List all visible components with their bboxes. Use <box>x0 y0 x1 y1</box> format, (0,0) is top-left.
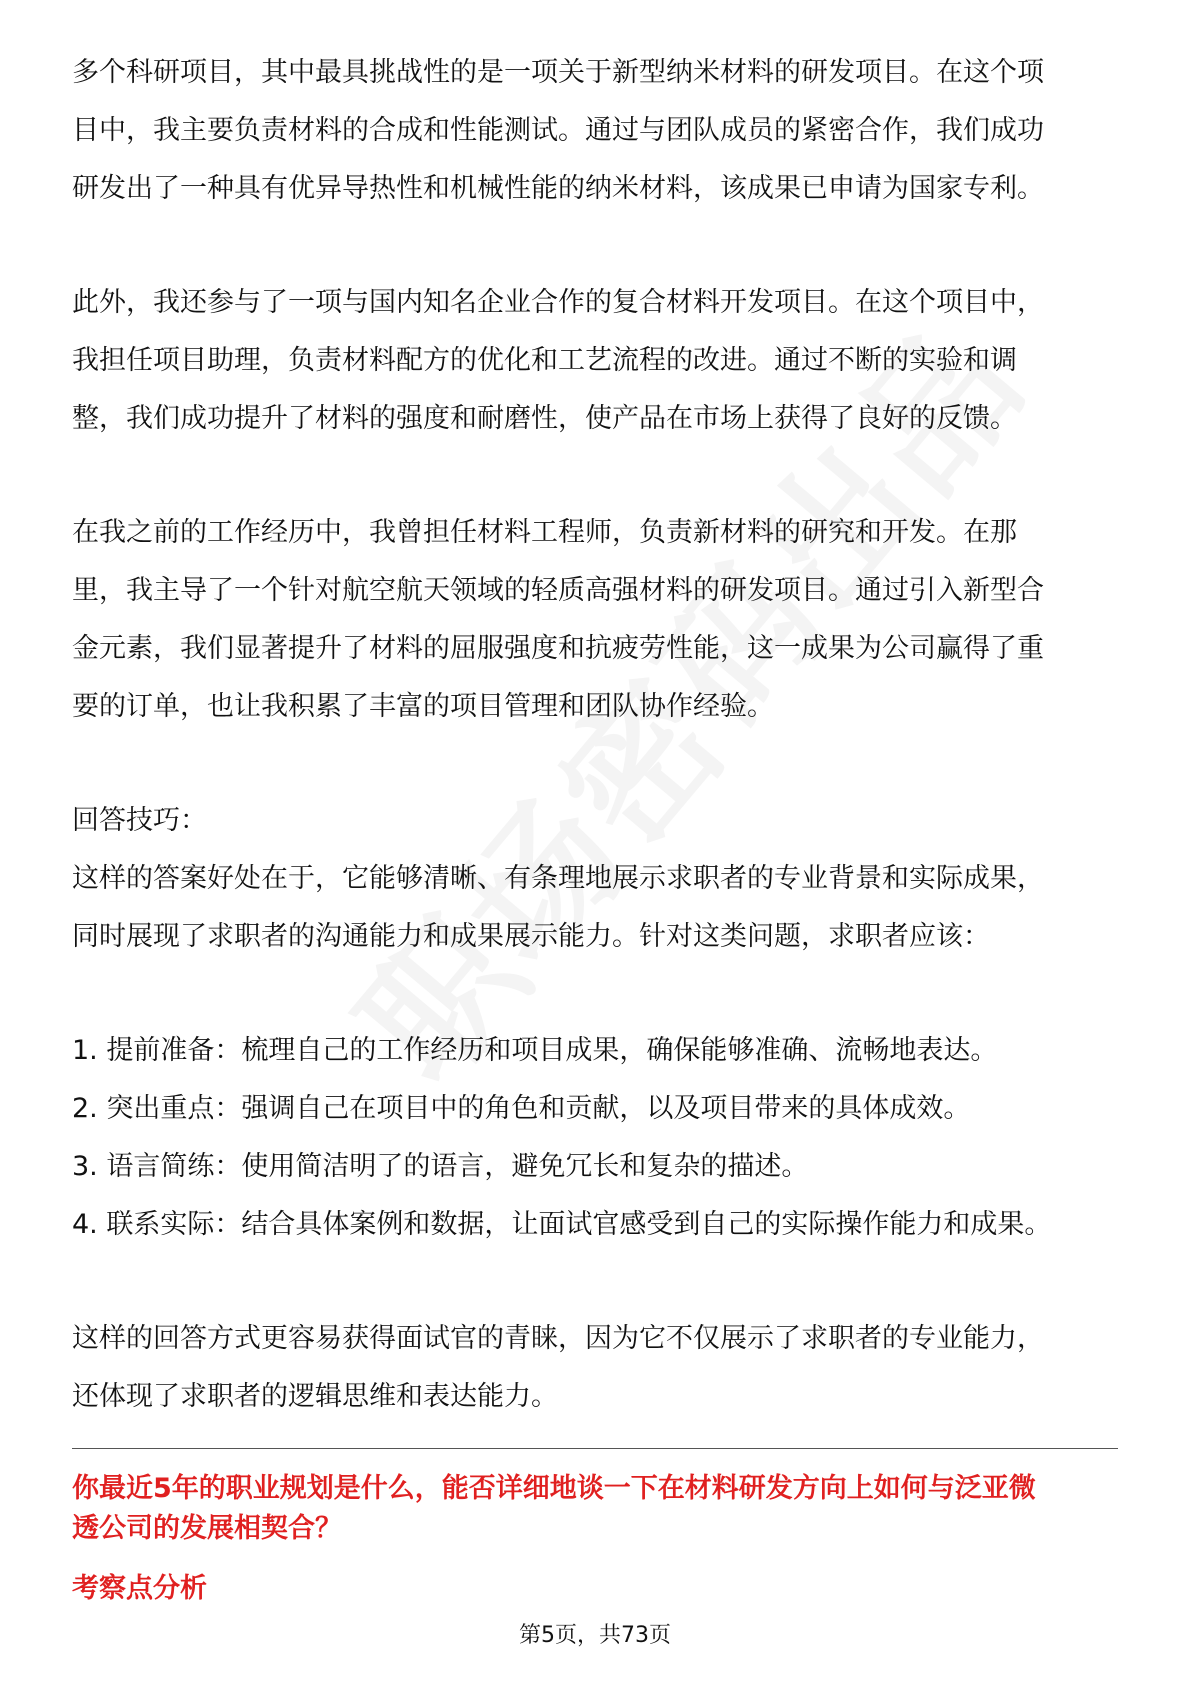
list-item: 4. 联系实际：结合具体案例和数据，让面试官感受到自己的实际操作能力和成果。 <box>72 1209 1052 1240</box>
paragraph-1 <box>72 44 1118 218</box>
text-line: 此外，我还参与了一项与国内知名企业合作的复合材料开发项目。在这个项目中， <box>72 287 1044 318</box>
section-title: 考察点分析 <box>72 1573 207 1604</box>
divider <box>72 1448 1118 1449</box>
tips-heading: 回答技巧： <box>72 805 207 836</box>
text-line: 多个科研项目，其中最具挑战性的是一项关于新型纳米材料的研发项目。在这个项 <box>72 57 1044 88</box>
paragraph-3 <box>72 504 1118 736</box>
text-line: 我担任项目助理，负责材料配方的优化和工艺流程的改进。通过不断的实验和调 <box>72 345 1017 376</box>
text-line: 要的订单，也让我积累了丰富的项目管理和团队协作经验。 <box>72 691 774 722</box>
text-line: 这样的答案好处在于，它能够清晰、有条理地展示求职者的专业背景和实际成果， <box>72 863 1044 894</box>
text-line: 目中，我主要负责材料的合成和性能测试。通过与团队成员的紧密合作，我们成功 <box>72 115 1044 146</box>
list-item: 3. 语言简练：使用简洁明了的语言，避免冗长和复杂的描述。 <box>72 1151 809 1182</box>
text-line: 同时展现了求职者的沟通能力和成果展示能力。针对这类问题，求职者应该： <box>72 921 990 952</box>
page-footer: 第5页，共73页 <box>519 1623 671 1648</box>
text-line: 金元素，我们显著提升了材料的屈服强度和抗疲劳性能，这一成果为公司赢得了重 <box>72 633 1044 664</box>
question-line: 透公司的发展相契合？ <box>72 1513 342 1544</box>
text-line: 整，我们成功提升了材料的强度和耐磨性，使产品在市场上获得了良好的反馈。 <box>72 403 1017 434</box>
tips-list <box>72 1022 1118 1254</box>
document-body <box>72 44 1118 1609</box>
list-item: 2. 突出重点：强调自己在项目中的角色和贡献，以及项目带来的具体成效。 <box>72 1093 971 1124</box>
text-line: 研发出了一种具有优异导热性和机械性能的纳米材料，该成果已申请为国家专利。 <box>72 173 1044 204</box>
conclusion <box>72 1310 1118 1426</box>
list-item: 1. 提前准备：梳理自己的工作经历和项目成果，确保能够准确、流畅地表达。 <box>72 1035 998 1066</box>
paragraph-2 <box>72 274 1118 448</box>
question-line: 你最近5年的职业规划是什么，能否详细地谈一下在材料研发方向上如何与泛亚微 <box>72 1473 1036 1504</box>
text-line: 里，我主导了一个针对航空航天领域的轻质高强材料的研发项目。通过引入新型合 <box>72 575 1044 606</box>
text-line: 还体现了求职者的逻辑思维和表达能力。 <box>72 1381 558 1412</box>
next-question <box>72 1469 1118 1549</box>
text-line: 在我之前的工作经历中，我曾担任材料工程师，负责新材料的研究和开发。在那 <box>72 517 1017 548</box>
text-line: 这样的回答方式更容易获得面试官的青睐，因为它不仅展示了求职者的专业能力， <box>72 1323 1044 1354</box>
tips-intro <box>72 850 1118 966</box>
